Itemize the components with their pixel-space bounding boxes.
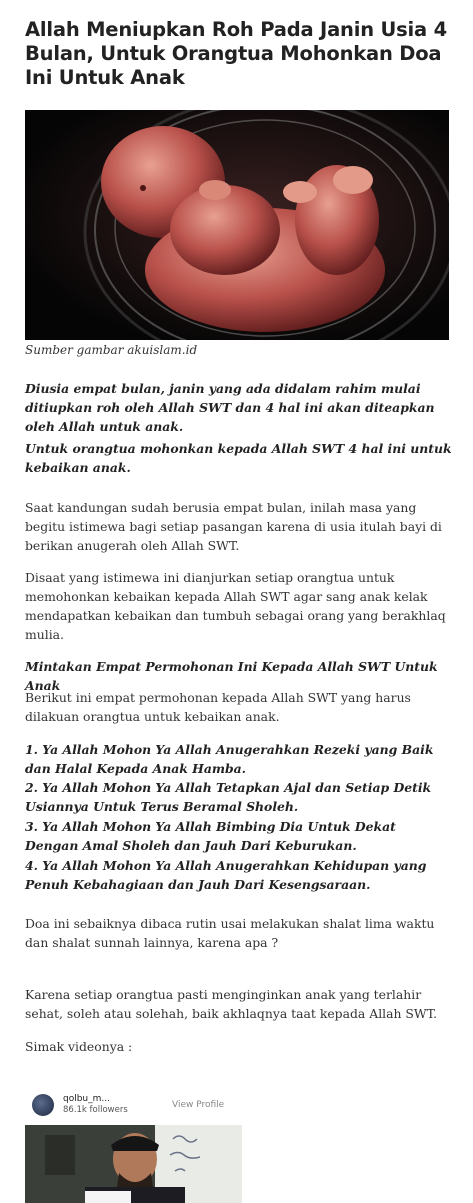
body-paragraph-1: Saat kandungan sudah berusia empat bulan, inilah masa yang begitu istimewa bagi setiap pasangan karena di usia itulah bayi di berikan anugerah oleh Allah SWT. — [25, 500, 442, 553]
fetus-illustration — [25, 110, 449, 340]
video-frame-image — [25, 1125, 242, 1203]
list-item: 2. Ya Allah Mohon Ya Allah Tetapkan Ajal dan Setiap Detik Usiannya Untuk Terus Beramal Sholeh. — [25, 780, 432, 814]
lead-paragraph-2: Untuk orangtua mohonkan kepada Allah SWT 4 hal ini untuk kebaikan anak. — [25, 441, 452, 475]
fetus-image — [25, 110, 449, 340]
section-subheading: Mintakan Empat Permohonan Ini Kepada Allah SWT Untuk Anak — [25, 659, 438, 693]
article-title: Allah Meniupkan Roh Pada Janin Usia 4 Bulan, Untuk Orangtua Mohonkan Doa Ini Untuk Anak — [25, 18, 447, 89]
list-item: 1. Ya Allah Mohon Ya Allah Anugerahkan Rezeki yang Baik dan Halal Kepada Anak Hamba. — [25, 742, 434, 776]
follower-count: 86.1k followers — [63, 1105, 128, 1115]
list-item: 3. Ya Allah Mohon Ya Allah Bimbing Dia Untuk Dekat Dengan Amal Sholeh dan Jauh Dari Keburukan. — [25, 819, 396, 853]
body-paragraph-6: Simak videonya : — [25, 1039, 133, 1054]
body-paragraph-5: Karena setiap orangtua pasti menginginkan anak yang terlahir sehat, soleh atau solehah, baik akhlaqnya taat kepada Allah SWT. — [25, 987, 438, 1021]
account-name[interactable]: qolbu_m... — [63, 1094, 110, 1104]
body-paragraph-2: Disaat yang istimewa ini dianjurkan setiap orangtua untuk memohonkan kebaikan kepada Allah SWT agar sang anak kelak mendapatkan kebaikan dan tumbuh sebagai orang yang berakhlaq mulia. — [25, 570, 446, 642]
list-item: 4. Ya Allah Mohon Ya Allah Anugerahkan Kehidupan yang Penuh Kebahagiaan dan Jauh Dari Kesengsaraan. — [25, 858, 427, 892]
body-paragraph-4: Doa ini sebaiknya dibaca rutin usai melakukan shalat lima waktu dan shalat sunnah lainnya, karena apa ? — [25, 916, 435, 950]
image-caption: Sumber gambar akuislam.id — [25, 343, 198, 357]
avatar[interactable] — [32, 1094, 54, 1116]
view-profile-link[interactable]: View Profile — [172, 1100, 225, 1110]
video-thumbnail[interactable] — [25, 1125, 242, 1203]
lead-paragraph: Diusia empat bulan, janin yang ada didalam rahim mulai ditiupkan roh oleh Allah SWT dan 4 hal ini akan diteapkan oleh Allah untuk anak. — [25, 381, 435, 434]
body-paragraph-3: Berikut ini empat permohonan kepada Allah SWT yang harus dilakuan orangtua untuk kebaikan anak. — [25, 690, 411, 724]
